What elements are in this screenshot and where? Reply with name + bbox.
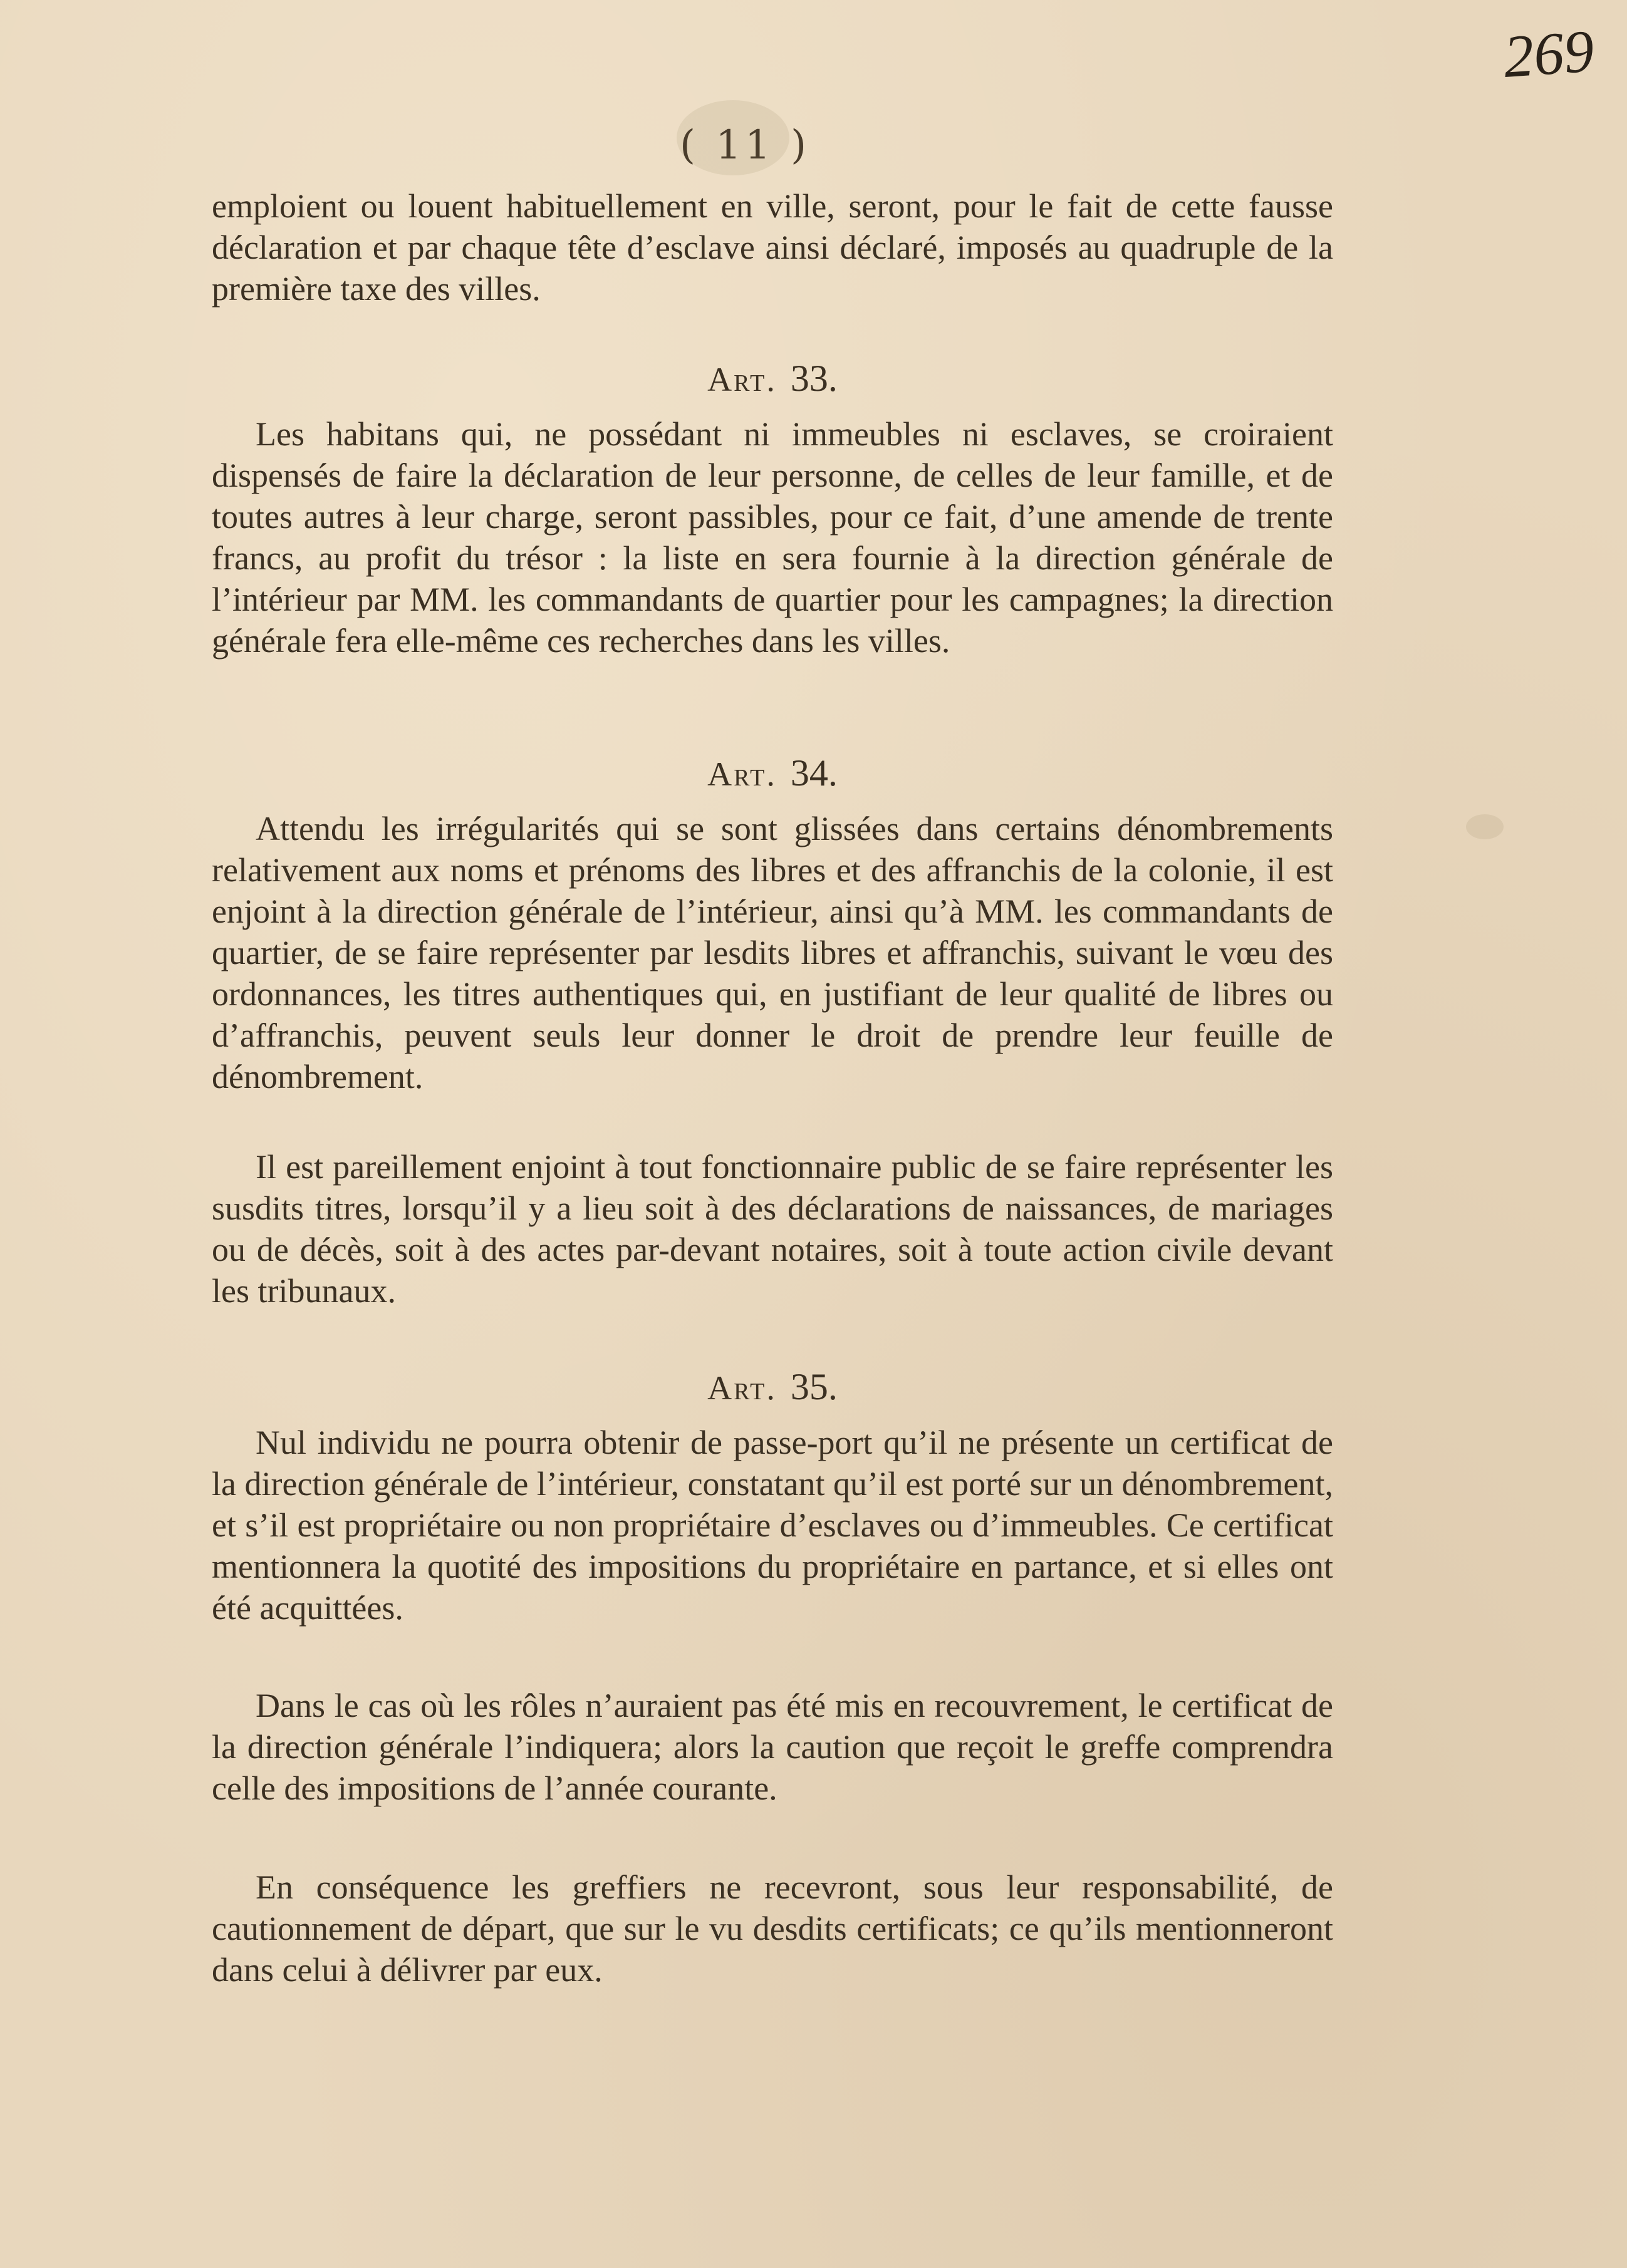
article-number: 35. xyxy=(790,1366,838,1407)
handwritten-folio-number: 269 xyxy=(1501,17,1596,90)
paragraph-article-35-c: En conséquence les greffiers ne recevront, sous leur responsabilité, de cautionnement de départ, que sur le vu desdits certificats; ce qu’ils mentionneront dans celui à délivrer par eux. xyxy=(212,1868,1333,1989)
paragraph-article-34-a: Attendu les irrégularités qui se sont glissées dans certains dénombrements relativement aux noms et prénoms des libres et des affranchis de la colonie, il est enjoint à la direction générale de l’intérieur, ainsi qu’à MM. les commandants de quartier, de se faire représenter par lesdits libres et affranchis, suivant le vœu des ordonnances, les titres authentiques qui, en justifiant de leur qualité de libres ou d’affranchis, peuvent seuls leur donner le droit de prendre leur feuille de dénombrement. xyxy=(212,810,1333,1095)
paragraph-article-33: Les habitans qui, ne possédant ni immeubles ni esclaves, se croiraient dispensés de faire la déclaration de leur personne, de celles de leur famille, et de toutes autres à leur charge, seront passibles, pour ce fait, d’une amende de trente francs, au profit du trésor : la liste en sera fournie à la direction générale de l’intérieur par MM. les commandants de quartier pour les campagnes; la direction générale fera elle-même ces recherches dans les villes. xyxy=(212,415,1333,660)
paper-stain xyxy=(1466,814,1504,839)
article-heading-33 xyxy=(212,357,1333,400)
paragraph-article-35-a: Nul individu ne pourra obtenir de passe-port qu’il ne présente un certificat de la direction générale de l’intérieur, constatant qu’il est porté sur un dénombrement, et s’il est propriétaire ou non propriétaire d’esclaves ou d’immeubles. Ce certificat mentionnera la quotité des impositions du propriétaire en partance, et si elles ont été acquittées. xyxy=(212,1424,1333,1627)
article-label: Art. xyxy=(707,755,777,793)
article-label: Art. xyxy=(707,1369,777,1407)
article-number: 34. xyxy=(790,752,838,794)
paragraph-continued: emploient ou louent habituellement en ville, seront, pour le fait de cette fausse déclaration et par chaque tête d’esclave ainsi déclaré, imposés au quadruple de la première taxe des villes. xyxy=(212,187,1333,308)
article-heading-34 xyxy=(212,752,1333,795)
article-number: 33. xyxy=(790,358,838,399)
page-number: ( 11 ) xyxy=(680,122,811,168)
paragraph-article-34-b: Il est pareillement enjoint à tout fonctionnaire public de se faire représenter les susdits titres, lorsqu’il y a lieu soit à des déclarations de naissances, de mariages ou de décès, soit à des actes par-devant notaires, soit à toute action civile devant les tribunaux. xyxy=(212,1148,1333,1310)
article-label: Art. xyxy=(707,361,777,398)
paragraph-article-35-b: Dans le cas où les rôles n’auraient pas été mis en recouvrement, le certificat de la direction générale l’indiquera; alors la caution que reçoit le greffe comprendra celle des impositions de l’année courante. xyxy=(212,1687,1333,1807)
article-heading-35 xyxy=(212,1365,1333,1409)
